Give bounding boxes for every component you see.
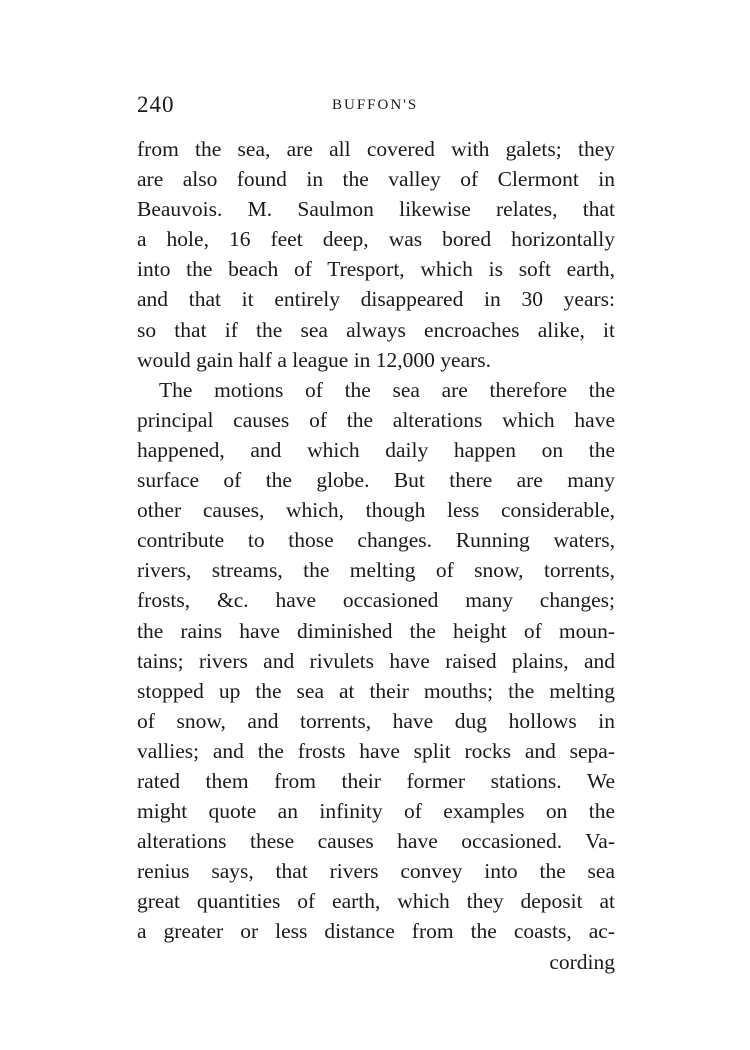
text-line: frosts, &c. have occasioned many changes;	[137, 588, 615, 613]
running-head: BUFFON'S	[332, 97, 419, 113]
text-line: renius says, that rivers convey into the sea	[137, 859, 615, 884]
text-line: alterations these causes have occasioned. Va-	[137, 829, 615, 854]
text-line: and that it entirely disappeared in 30 years:	[137, 287, 615, 312]
page-number: 240	[137, 92, 175, 117]
text-line: other causes, which, though less considerable,	[137, 498, 615, 523]
paragraph-first-line: The motions of the sea are therefore the	[159, 377, 615, 402]
text-line: so that if the sea always encroaches alike, it	[137, 317, 615, 342]
text-line: of snow, and torrents, have dug hollows in	[137, 708, 615, 733]
catchword: cording	[549, 949, 615, 974]
text-line: a greater or less distance from the coasts, ac-	[137, 919, 615, 944]
text-line: Beauvois. M. Saulmon likewise relates, that	[137, 197, 615, 222]
text-line: are also found in the valley of Clermont in	[137, 167, 615, 192]
text-line: would gain half a league in 12,000 years.	[137, 347, 492, 372]
text-line: the rains have diminished the height of moun-	[137, 618, 615, 643]
text-line: surface of the globe. But there are many	[137, 468, 615, 493]
text-line: rated them from their former stations. We	[137, 768, 615, 793]
text-line: principal causes of the alterations which have	[137, 407, 615, 432]
page-header	[137, 92, 615, 122]
text-line: from the sea, are all covered with galets; they	[137, 137, 615, 161]
text-line: contribute to those changes. Running waters,	[137, 528, 615, 553]
text-line: great quantities of earth, which they deposit at	[137, 889, 615, 914]
text-line: into the beach of Tresport, which is soft earth,	[137, 257, 615, 282]
text-line: stopped up the sea at their mouths; the melting	[137, 678, 615, 703]
text-line: happened, and which daily happen on the	[137, 437, 615, 462]
text-line: rivers, streams, the melting of snow, torrents,	[137, 558, 615, 583]
text-line: a hole, 16 feet deep, was bored horizontally	[137, 227, 615, 252]
text-line: tains; rivers and rivulets have raised plains, and	[137, 648, 615, 673]
text-line: vallies; and the frosts have split rocks and sepa-	[137, 738, 615, 763]
body-text	[137, 134, 615, 977]
text-line: might quote an infinity of examples on the	[137, 799, 615, 824]
